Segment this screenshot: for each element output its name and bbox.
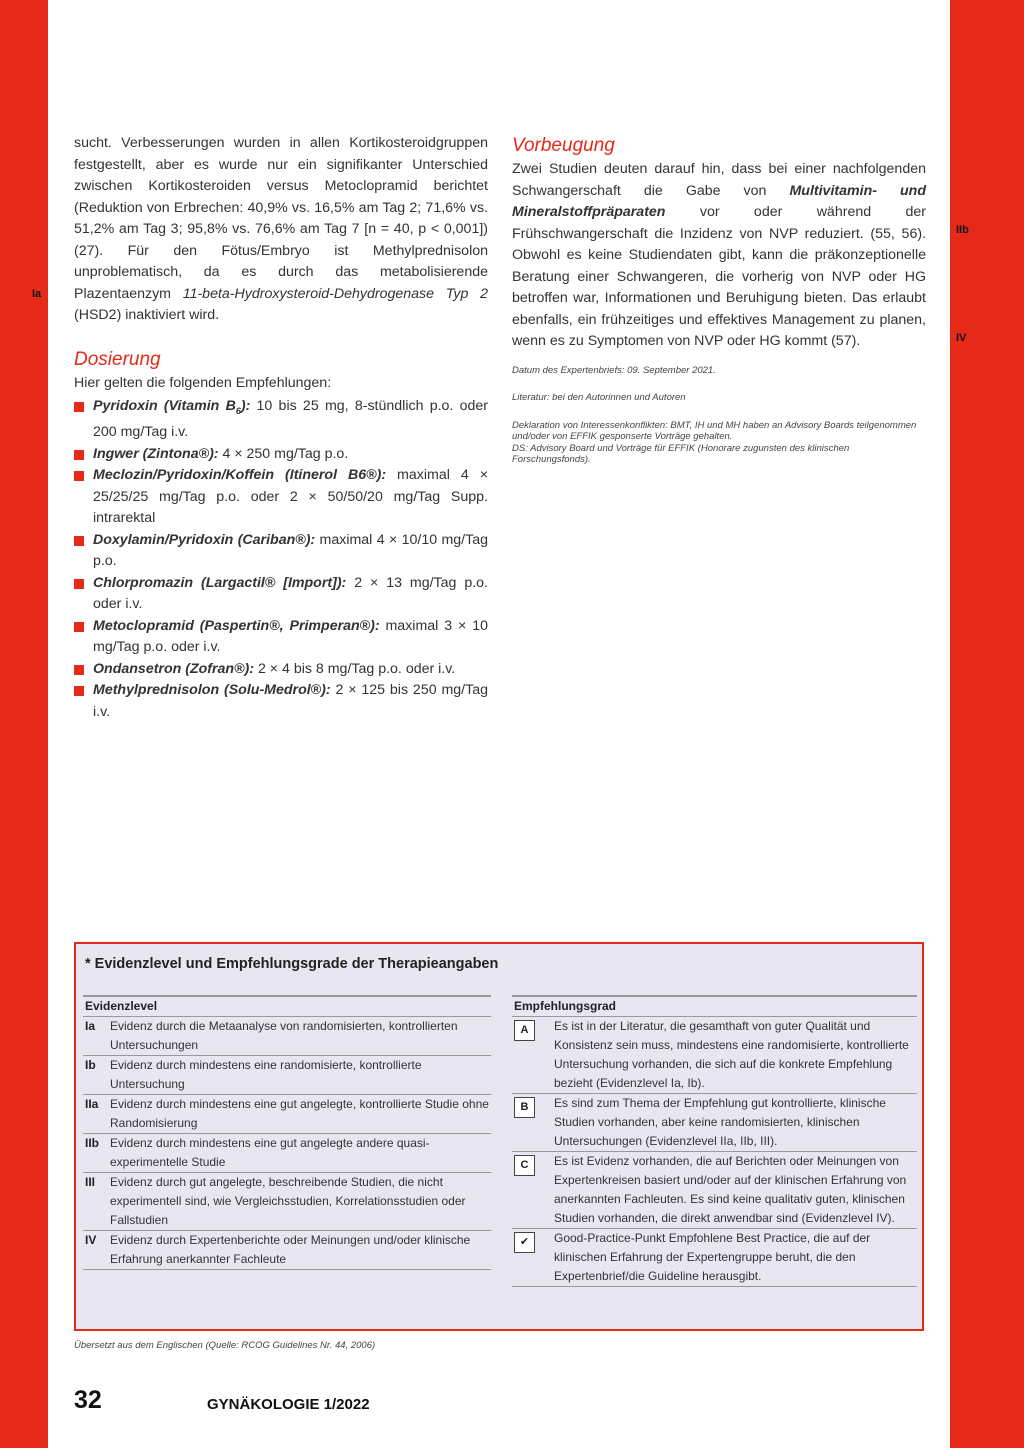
bullet-square-icon — [74, 579, 84, 589]
box-caption: Übersetzt aus dem Englischen (Quelle: RCOG Guidelines Nr. 44, 2006) — [74, 1340, 376, 1351]
dosing-item: Meclozin/Pyridoxin/Koffein (Itinerol B6®): maximal 4 × 25/25/25 mg/Tag p.o. oder 2 × 50/50/20 mg/Tag Supp. intrarektal — [74, 465, 488, 530]
grade-a-badge: A — [514, 1020, 535, 1041]
dosing-heading: Dosierung — [74, 348, 161, 370]
table-row: III Evidenz durch gut angelegte, beschreibende Studien, die nicht experimentell sind, wie Vergleichsstudien, Korrelationsstudien oder Fallstudien — [83, 1173, 491, 1231]
table-row: IIb Evidenz durch mindestens eine gut angelegte andere quasi-experimentelle Studie — [83, 1134, 491, 1173]
brief-date: Datum des Expertenbriefs: 09. September 2021. — [512, 364, 716, 376]
dosing-item: Chlorpromazin (Largactil® [Import]): 2 × 13 mg/Tag p.o. oder i.v. — [74, 573, 488, 616]
intro-paragraph: sucht. Verbesserungen wurden in allen Kortikosteroidgruppen festgestellt, aber es wurde nur ein signifikanter Unterschied zwischen Kortikosteroiden versus Metoclopramid berichtet (Reduktion von Erbrechen: 40,9% vs. 16,5% am Tag 2; 71,6% vs. 51,2% am Tag 3; 95,8% vs. 76,6% am Tag 7 [n = 40, p < 0,001]) (27). Für den Fötus/Embryo ist Methylprednisolon unproblematisch, da es durch das metabolisierende Plazentaenzym 11-beta-Hydroxysteroid-Dehydrogenase Typ 2 (HSD2) inaktiviert wird. — [74, 135, 488, 323]
bullet-square-icon — [74, 450, 84, 460]
bullet-square-icon — [74, 622, 84, 632]
grade-c-badge: C — [514, 1155, 535, 1176]
dosing-item: Ondansetron (Zofran®): 2 × 4 bis 8 mg/Tag p.o. oder i.v. — [74, 659, 488, 681]
left-column — [74, 133, 488, 723]
evidence-marker-iib: IIb — [956, 224, 969, 236]
left-red-margin — [0, 0, 48, 1448]
evidence-level-table — [83, 995, 491, 1270]
table-row: IIa Evidenz durch mindestens eine gut angelegte, kontrollierte Studie ohne Randomisierung — [83, 1095, 491, 1134]
dosing-item: Metoclopramid (Paspertin®, Primperan®): maximal 3 × 10 mg/Tag p.o. oder i.v. — [74, 616, 488, 659]
prevention-heading: Vorbeugung — [512, 135, 615, 156]
bullet-square-icon — [74, 665, 84, 675]
bullet-square-icon — [74, 402, 84, 412]
bullet-square-icon — [74, 686, 84, 696]
dosing-item: Ingwer (Zintona®): 4 × 250 mg/Tag p.o. — [74, 444, 488, 466]
bullet-square-icon — [74, 471, 84, 481]
right-red-margin — [950, 0, 1024, 1448]
checkmark-icon: ✔ — [514, 1232, 535, 1253]
dosing-item: Pyridoxin (Vitamin $B_6$): 10 bis 25 mg, 8-stündlich p.o. oder 200 mg/Tag i.v. — [74, 396, 488, 444]
table-row: C Es ist Evidenz vorhanden, die auf Berichten oder Meinungen von Expertenkreisen basiert und/oder auf der klinischen Erfahrung von anerkannten Fachleuten. Es sind keine qualitativ guten, klinischen Studien vorhanden, die direkt anwendbar sind (Evidenzlevel IV). — [512, 1152, 917, 1229]
evidence-marker-iv: IV — [956, 332, 967, 344]
dosing-list — [74, 396, 488, 723]
table-row: ✔ Good-Practice-Punkt Empfohlene Best Practice, die auf der klinischen Erfahrung der Expertengruppe beruht, die den Expertenbrief/die Guideline herausgibt. — [512, 1229, 917, 1287]
journal-name: GYNÄKOLOGIE 1/2022 — [207, 1396, 370, 1413]
evidence-marker-ia: Ia — [32, 288, 42, 300]
table-row: A Es ist in der Literatur, die gesamthaft von guter Qualität und Konsistenz sein muss, mindestens eine randomisierte, kontrollierte Untersuchung vorhanden, die sich auf die konkrete Empfehlung bezieht (Evidenzlevel Ia, Ib). — [512, 1017, 917, 1094]
table-row: IV Evidenz durch Expertenberichte oder Meinungen und/oder klinische Erfahrung anerkannter Fachleute — [83, 1231, 491, 1270]
grade-b-badge: B — [514, 1097, 535, 1118]
recommendation-grade-table — [512, 995, 917, 1287]
table-row: B Es sind zum Thema der Empfehlung gut kontrollierte, klinische Studien vorhanden, aber keine randomisierten, klinischen Untersuchungen (Evidenzlevel IIa, IIb, III). — [512, 1094, 917, 1152]
conflict-declaration: Deklaration von Interessenkonflikten: BMT, IH und MH haben an Advisory Boards teilgenommen und/oder von EFFIK gesponserte Vorträge gehalten. DS: Advisory Board und Vorträge für EFFIK (Honorare zugunsten des klinischen Forschungsfonds). — [512, 419, 917, 465]
evidence-levels-box — [74, 942, 924, 1331]
table-row: Ia Evidenz durch die Metaanalyse von randomisierten, kontrollierten Untersuchungen — [83, 1017, 491, 1056]
box-title: * Evidenzlevel und Empfehlungsgrade der Therapieangaben — [85, 956, 499, 972]
bullet-square-icon — [74, 536, 84, 546]
dosing-item: Doxylamin/Pyridoxin (Cariban®): maximal 4 × 10/10 mg/Tag p.o. — [74, 530, 488, 573]
right-column — [512, 133, 926, 466]
page-number: 32 — [74, 1386, 102, 1414]
prevention-paragraph: Zwei Studien deuten darauf hin, dass bei einer nachfolgenden Schwangerschaft die Gabe von Multivitamin- und Mineralstoffpräparaten vor oder während der Frühschwangerschaft die Inzidenz von NVP reduziert. (55, 56). Obwohl es keine Studiendaten gibt, kann die präkonzeptionelle Beratung einer Schwangeren, die vorherig von NVP oder HG betroffen war, Informationen und Beruhigung bieten. Das erlaubt ebenfalls, ein frühzeitiges und effektives Management zu planen, wenn es zu Symptomen von NVP oder HG kommt (57). — [512, 161, 926, 349]
recommendation-grade-header: Empfehlungsgrad — [512, 995, 917, 1017]
evidence-level-header: Evidenzlevel — [83, 995, 491, 1017]
dosing-item: Methylprednisolon (Solu-Medrol®): 2 × 125 bis 250 mg/Tag i.v. — [74, 680, 488, 723]
dosing-lead: Hier gelten die folgenden Empfehlungen: — [74, 374, 332, 391]
literature-note: Literatur: bei den Autorinnen und Autoren — [512, 392, 686, 403]
table-row: Ib Evidenz durch mindestens eine randomisierte, kontrollierte Untersuchung — [83, 1056, 491, 1095]
